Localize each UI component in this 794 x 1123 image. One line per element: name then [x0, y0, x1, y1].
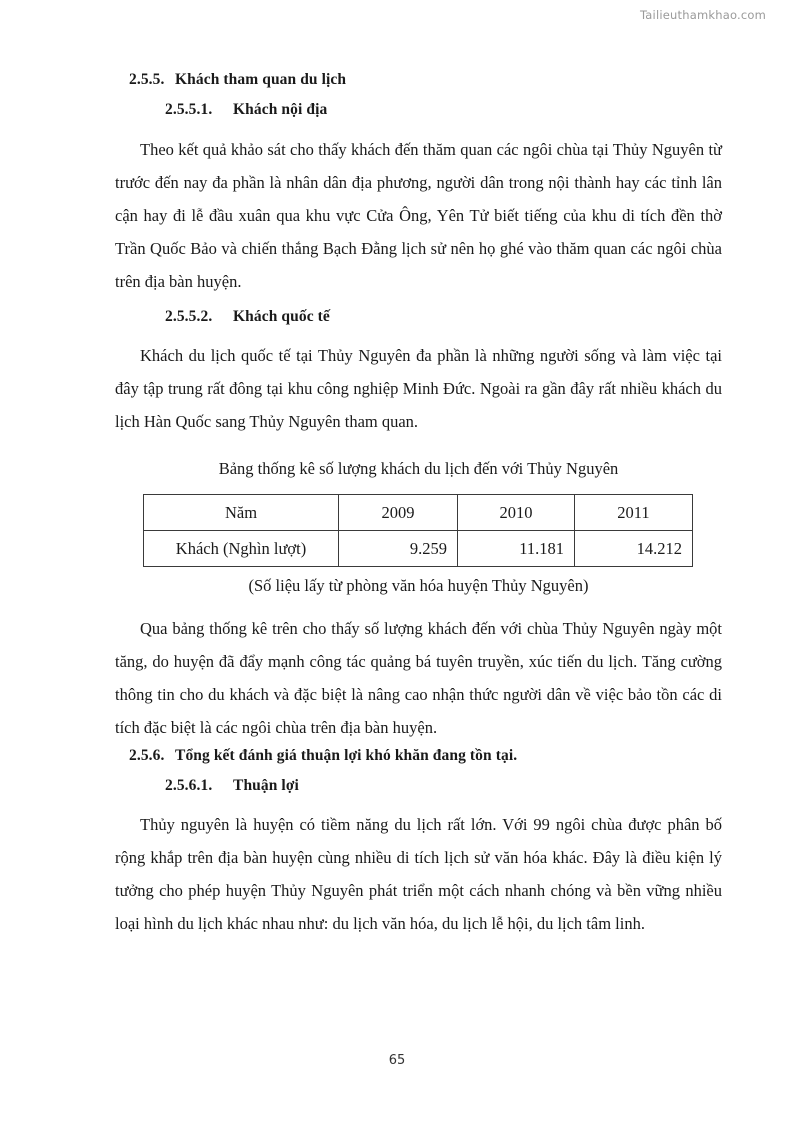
paragraph-international-visitors: Khách du lịch quốc tế tại Thủy Nguyên đa phần là những người sống và làm việc tại đây tập trung rất đông tại khu công nghiệp Minh Đức. Ngoài ra gần đây rất nhiều khách du lịch Hàn Quốc sang Thủy Nguyên tham quan. — [115, 345, 722, 431]
heading-2-5-5-title: Khách tham quan du lịch — [175, 71, 347, 88]
heading-2-5-5-2 — [165, 305, 722, 328]
table-cell-visitors-2011: 14.212 — [575, 530, 693, 566]
heading-2-5-6-1-number: 2.5.6.1. — [165, 777, 213, 794]
heading-2-5-5-2-title: Khách quốc tế — [233, 307, 330, 325]
heading-2-5-5-1-title: Khách nội địa — [233, 101, 328, 119]
table-caption: Bảng thống kê số lượng khách du lịch đến với Thủy Nguyên — [218, 458, 619, 478]
table-cell-visitors-label: Khách (Nghìn lượt) — [144, 530, 339, 566]
heading-2-5-6-1-title: Thuận lợi — [233, 777, 299, 794]
heading-2-5-5-2-number: 2.5.5.2. — [165, 307, 213, 325]
heading-2-5-6 — [129, 744, 722, 767]
visitor-statistics-table — [143, 494, 693, 567]
paragraph-advantages: Thủy nguyên là huyện có tiềm năng du lịch rất lớn. Với 99 ngôi chùa được phân bố rộng khắp trên địa bàn huyện cùng nhiều di tích lịch sử văn hóa khác. Đây là điều kiện lý tưởng cho phép huyện Thủy Nguyên phát triển một cách nhanh chóng và bền vững nhiều loại hình du lịch khác nhau như: du lịch văn hóa, du lịch lễ hội, du lịch tâm linh. — [115, 815, 722, 934]
page-number: 65 — [388, 1053, 406, 1068]
table-row-header — [144, 494, 693, 530]
paragraph-domestic-visitors: Theo kết quả khảo sát cho thấy khách đến thăm quan các ngôi chùa tại Thủy Nguyên từ trước đến nay đa phần là nhân dân địa phương, người dân trong nội thành hay các tỉnh lân cận hay đi lễ đầu xuân qua khu vực Cửa Ông, Yên Tử biết tiếng của khu di tích đền thờ Trần Quốc Bảo và chiến thắng Bạch Đằng lịch sử nên họ ghé vào thăm quan các ngôi chùa trên địa bàn huyện. — [115, 139, 722, 291]
document-content — [115, 68, 722, 940]
heading-2-5-5 — [129, 68, 722, 91]
table-cell-visitors-2009: 9.259 — [339, 530, 458, 566]
heading-2-5-6-title: Tổng kết đánh giá thuận lợi khó khăn đang tồn tại. — [175, 746, 518, 764]
table-cell-year-2011: 2011 — [575, 494, 693, 530]
heading-2-5-6-1 — [165, 774, 722, 797]
table-cell-year-2010: 2010 — [458, 494, 575, 530]
heading-2-5-5-number: 2.5.5. — [129, 71, 165, 88]
heading-2-5-5-1-number: 2.5.5.1. — [165, 101, 213, 119]
table-cell-year-2009: 2009 — [339, 494, 458, 530]
table-row — [144, 530, 693, 566]
paragraph-after-table: Qua bảng thống kê trên cho thấy số lượng khách đến với chùa Thủy Nguyên ngày một tăng, do huyện đã đẩy mạnh công tác quảng bá tuyên truyền, xúc tiến du lịch. Tăng cường thông tin cho du khách và đặc biệt là nâng cao nhận thức người dân về việc bảo tồn các di tích đặc biệt là các ngôi chùa trên địa bàn huyện. — [115, 618, 722, 737]
table-cell-visitors-2010: 11.181 — [458, 530, 575, 566]
site-watermark: Tailieuthamkhao.com — [639, 8, 766, 22]
heading-2-5-5-1 — [165, 98, 722, 121]
table-source-note: (Số liệu lấy từ phòng văn hóa huyện Thủy Nguyên) — [248, 575, 589, 595]
heading-2-5-6-number: 2.5.6. — [129, 746, 165, 764]
table-cell-year-label: Năm — [144, 494, 339, 530]
